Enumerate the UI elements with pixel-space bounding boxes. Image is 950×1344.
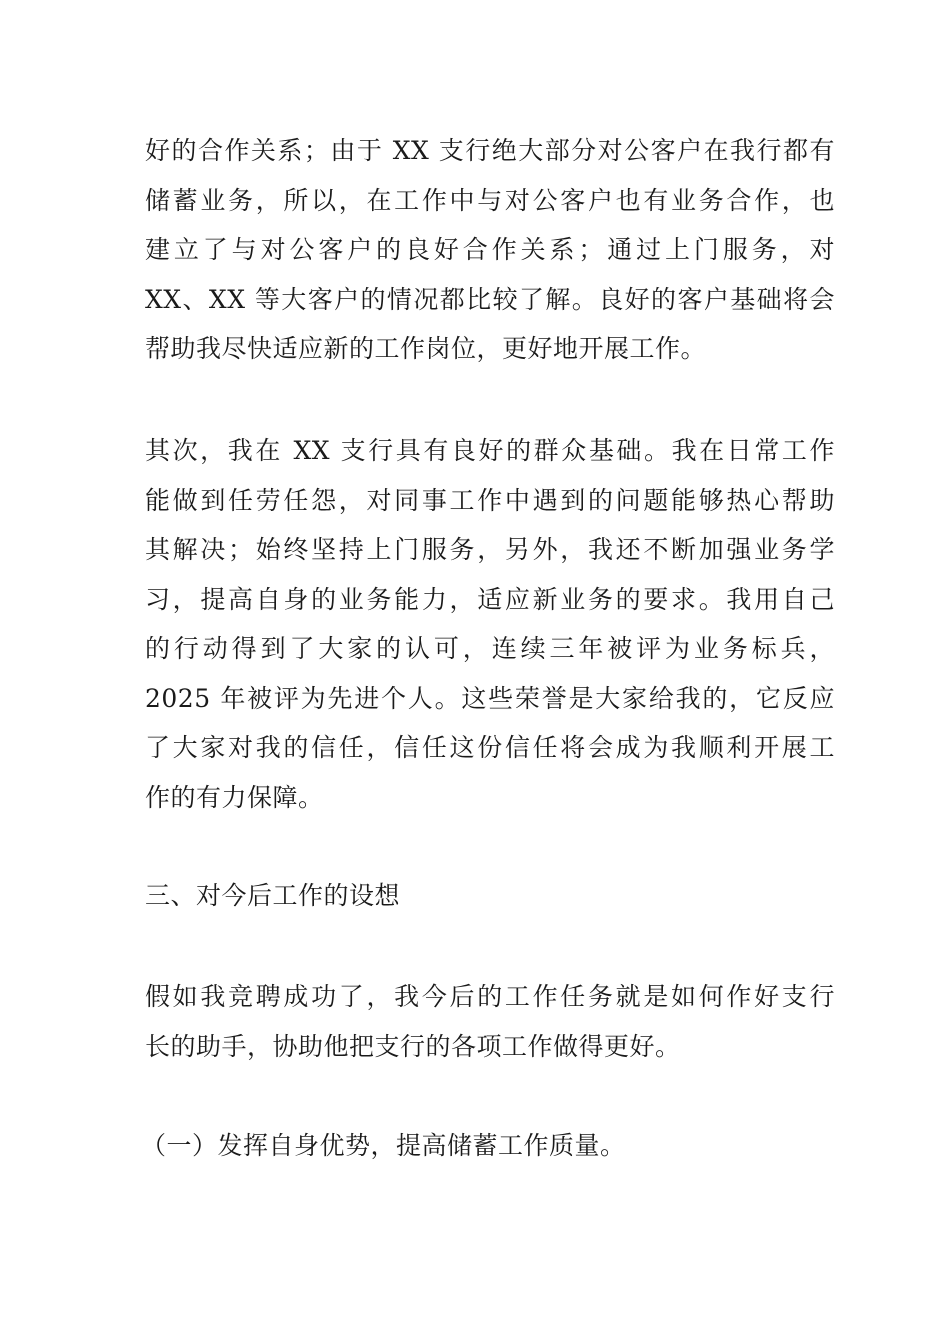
heading-text: 三、对今后工作的设想 [145, 881, 401, 910]
paragraph-mass-base [145, 426, 835, 822]
text-line: 了大家对我的信任，信任这份信任将会成为我顺利开展工 [145, 733, 835, 762]
paragraph-work-plan [145, 972, 835, 1071]
subheading-text: （一）发挥自身优势，提高储蓄工作质量。 [141, 1131, 626, 1160]
text-line: 帮助我尽快适应新的工作岗位，更好地开展工作。 [145, 334, 707, 363]
text-line: 2025 年被评为先进个人。这些荣誉是大家给我的，它反应 [145, 683, 835, 713]
text-line: XX、XX 等大客户的情况都比较了解。良好的客户基础将会 [145, 284, 835, 314]
text-line: 长的助手，协助他把支行的各项工作做得更好。 [145, 1031, 681, 1061]
text-line: 作的有力保障。 [145, 782, 324, 812]
text-line: 好的合作关系；由于 XX 支行绝大部分对公客户在我行都有 [145, 136, 835, 165]
text-line: 假如我竞聘成功了，我今后的工作任务就是如何作好支行 [145, 982, 835, 1011]
text-line: 储蓄业务，所以，在工作中与对公客户也有业务合作，也 [145, 185, 835, 215]
text-line: 建立了与对公客户的良好合作关系；通过上门服务，对 [145, 235, 835, 264]
text-line: 能做到任劳任怨，对同事工作中遇到的问题能够热心帮助 [145, 485, 835, 515]
text-line: 的行动得到了大家的认可，连续三年被评为业务标兵， [145, 634, 835, 663]
subsection-heading [141, 1121, 831, 1171]
text-line: 其解决；始终坚持上门服务，另外，我还不断加强业务学 [145, 535, 835, 564]
paragraph-customer-relations [145, 126, 835, 374]
text-line: 习，提高自身的业务能力，适应新业务的要求。我用自己 [145, 584, 835, 614]
text-line: 其次，我在 XX 支行具有良好的群众基础。我在日常工作 [145, 436, 835, 465]
section-heading [145, 871, 835, 921]
